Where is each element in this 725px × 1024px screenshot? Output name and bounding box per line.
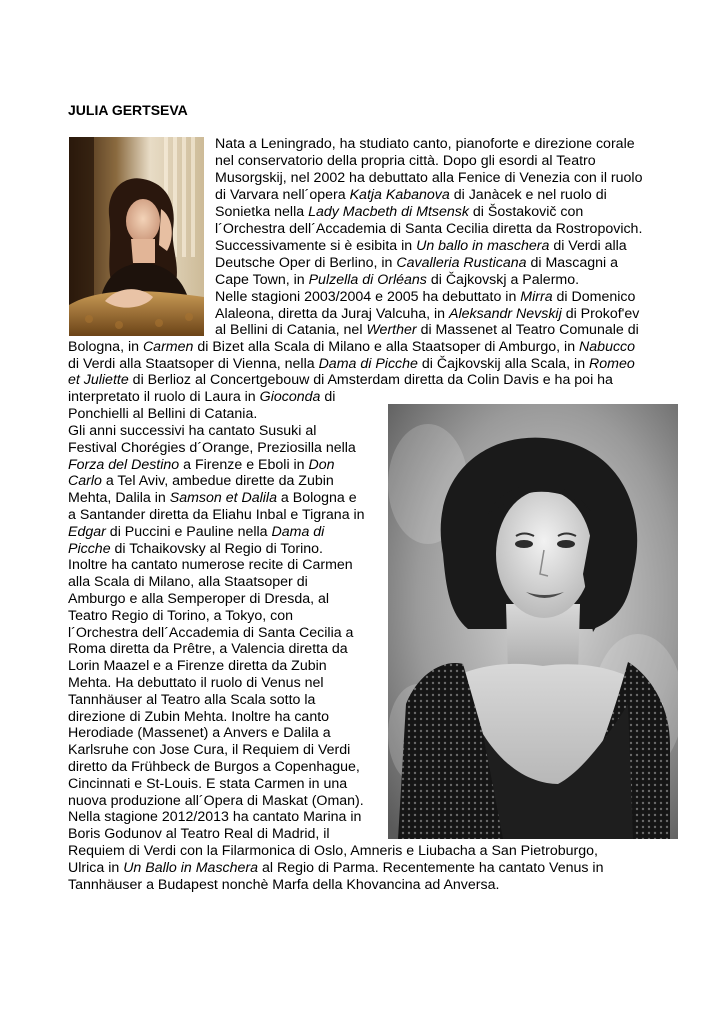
bio-line: Mehta. Ha debuttato il ruolo di Venus nel <box>68 675 324 691</box>
bio-line: Ponchielli al Bellini di Catania. <box>68 406 258 422</box>
portrait-photo-large <box>388 404 678 839</box>
bio-line: Karlsruhe con Jose Cura, il Requiem di Verdi <box>68 742 351 758</box>
bio-line: et Juliette di Berlioz al Concertgebouw di Amsterdam diretta da Colin Davis e ha poi ha <box>68 372 613 388</box>
page-title: JULIA GERTSEVA <box>68 102 188 118</box>
bio-line: Requiem di Verdi con la Filarmonica di Oslo, Amneris e Liubacha a San Pietroburgo, <box>68 843 598 859</box>
bio-line: interpretato il ruolo di Laura in Gioconda di <box>68 389 336 405</box>
bio-line: Cincinnati e St-Louis. E stata Carmen in una <box>68 776 348 792</box>
bio-line: di Verdi alla Staatsoper di Vienna, nella Dama di Picche di Čajkovskij alla Scala, in Romeo <box>68 356 635 372</box>
bio-line: Teatro Regio di Torino, a Tokyo, con <box>68 608 294 624</box>
bio-line: Musorgskij, nel 2002 ha debuttato alla Fenice di Venezia con il ruolo <box>215 170 643 186</box>
bio-line: Deutsche Oper di Berlino, in Cavalleria Rusticana di Mascagni a <box>215 255 618 271</box>
bio-line: di Varvara nell´opera Katja Kabanova di Janàcek e nel ruolo di <box>215 187 607 203</box>
bio-line: Amburgo e alla Semperoper di Dresda, al <box>68 591 330 607</box>
bio-line: Picche di Tchaikovsky al Regio di Torino. <box>68 541 323 557</box>
bio-line: diretto da Frühbeck de Burgos a Copenhague, <box>68 759 360 775</box>
bio-line: Ulrica in Un Ballo in Maschera al Regio di Parma. Recentemente ha cantato Venus in <box>68 860 604 876</box>
bio-line: l´Orchestra dell´Accademia di Santa Cecilia a <box>68 625 354 641</box>
bio-line: alla Scala di Milano, alla Staatsoper di <box>68 574 308 590</box>
bio-line: Boris Godunov al Teatro Real di Madrid, il <box>68 826 330 842</box>
bio-line: Forza del Destino a Firenze e Eboli in Don <box>68 457 335 473</box>
bio-line: Lorin Maazel e a Firenze diretta da Zubin <box>68 658 327 674</box>
bio-line: Inoltre ha cantato numerose recite di Carmen <box>68 557 353 573</box>
bio-line: Cape Town, in Pulzella di Orléans di Čajkovskj a Palermo. <box>215 272 580 288</box>
bio-line: Nata a Leningrado, ha studiato canto, pianoforte e direzione corale <box>215 136 635 152</box>
bio-line: Roma diretta da Prêtre, a Valencia diretta da <box>68 641 348 657</box>
bio-line: Gli anni successivi ha cantato Susuki al <box>68 423 317 439</box>
bio-line: Carlo a Tel Aviv, ambedue dirette da Zubin <box>68 473 334 489</box>
bio-line: nel conservatorio della propria città. Dopo gli esordi al Teatro <box>215 153 596 169</box>
bio-line: Tannhäuser a Budapest nonchè Marfa della Khovancina ad Anversa. <box>68 877 500 893</box>
bio-line: l´Orchestra dell´Accademia di Santa Cecilia diretta da Rostropovich. <box>215 221 643 237</box>
bio-line: nuova produzione all´Opera di Maskat (Oman). <box>68 793 364 809</box>
bio-line: al Bellini di Catania, nel Werther di Massenet al Teatro Comunale di <box>215 322 639 338</box>
bio-line: a Santander diretta da Eliahu Inbal e Tigrana in <box>68 507 365 523</box>
bio-line: Alaleona, diretta da Juraj Valcuha, in Aleksandr Nevskij di Prokof'ev <box>215 306 640 322</box>
bio-line: Mehta, Dalila in Samson et Dalila a Bologna e <box>68 490 357 506</box>
bio-line: Festival Chorégies d´Orange, Preziosilla nella <box>68 440 356 456</box>
bio-line: Nella stagione 2012/2013 ha cantato Marina in <box>68 809 362 825</box>
portrait-photo-small <box>69 137 204 336</box>
bio-line: Herodiade (Massenet) a Anvers e Dalila a <box>68 725 331 741</box>
bio-line: Nelle stagioni 2003/2004 e 2005 ha debuttato in Mirra di Domenico <box>215 289 636 305</box>
bio-line: direzione di Zubin Mehta. Inoltre ha canto <box>68 709 330 725</box>
bio-line: Sonietka nella Lady Macbeth di Mtsensk di Šostakovič con <box>215 204 584 220</box>
bio-line: Bologna, in Carmen di Bizet alla Scala di Milano e alla Staatsoper di Amburgo, in Nabucco <box>68 339 636 355</box>
bio-line: Edgar di Puccini e Pauline nella Dama di <box>68 524 325 540</box>
bio-line: Successivamente si è esibita in Un ballo in maschera di Verdi alla <box>215 238 627 254</box>
bio-line: Tannhäuser al Teatro alla Scala sotto la <box>68 692 316 708</box>
